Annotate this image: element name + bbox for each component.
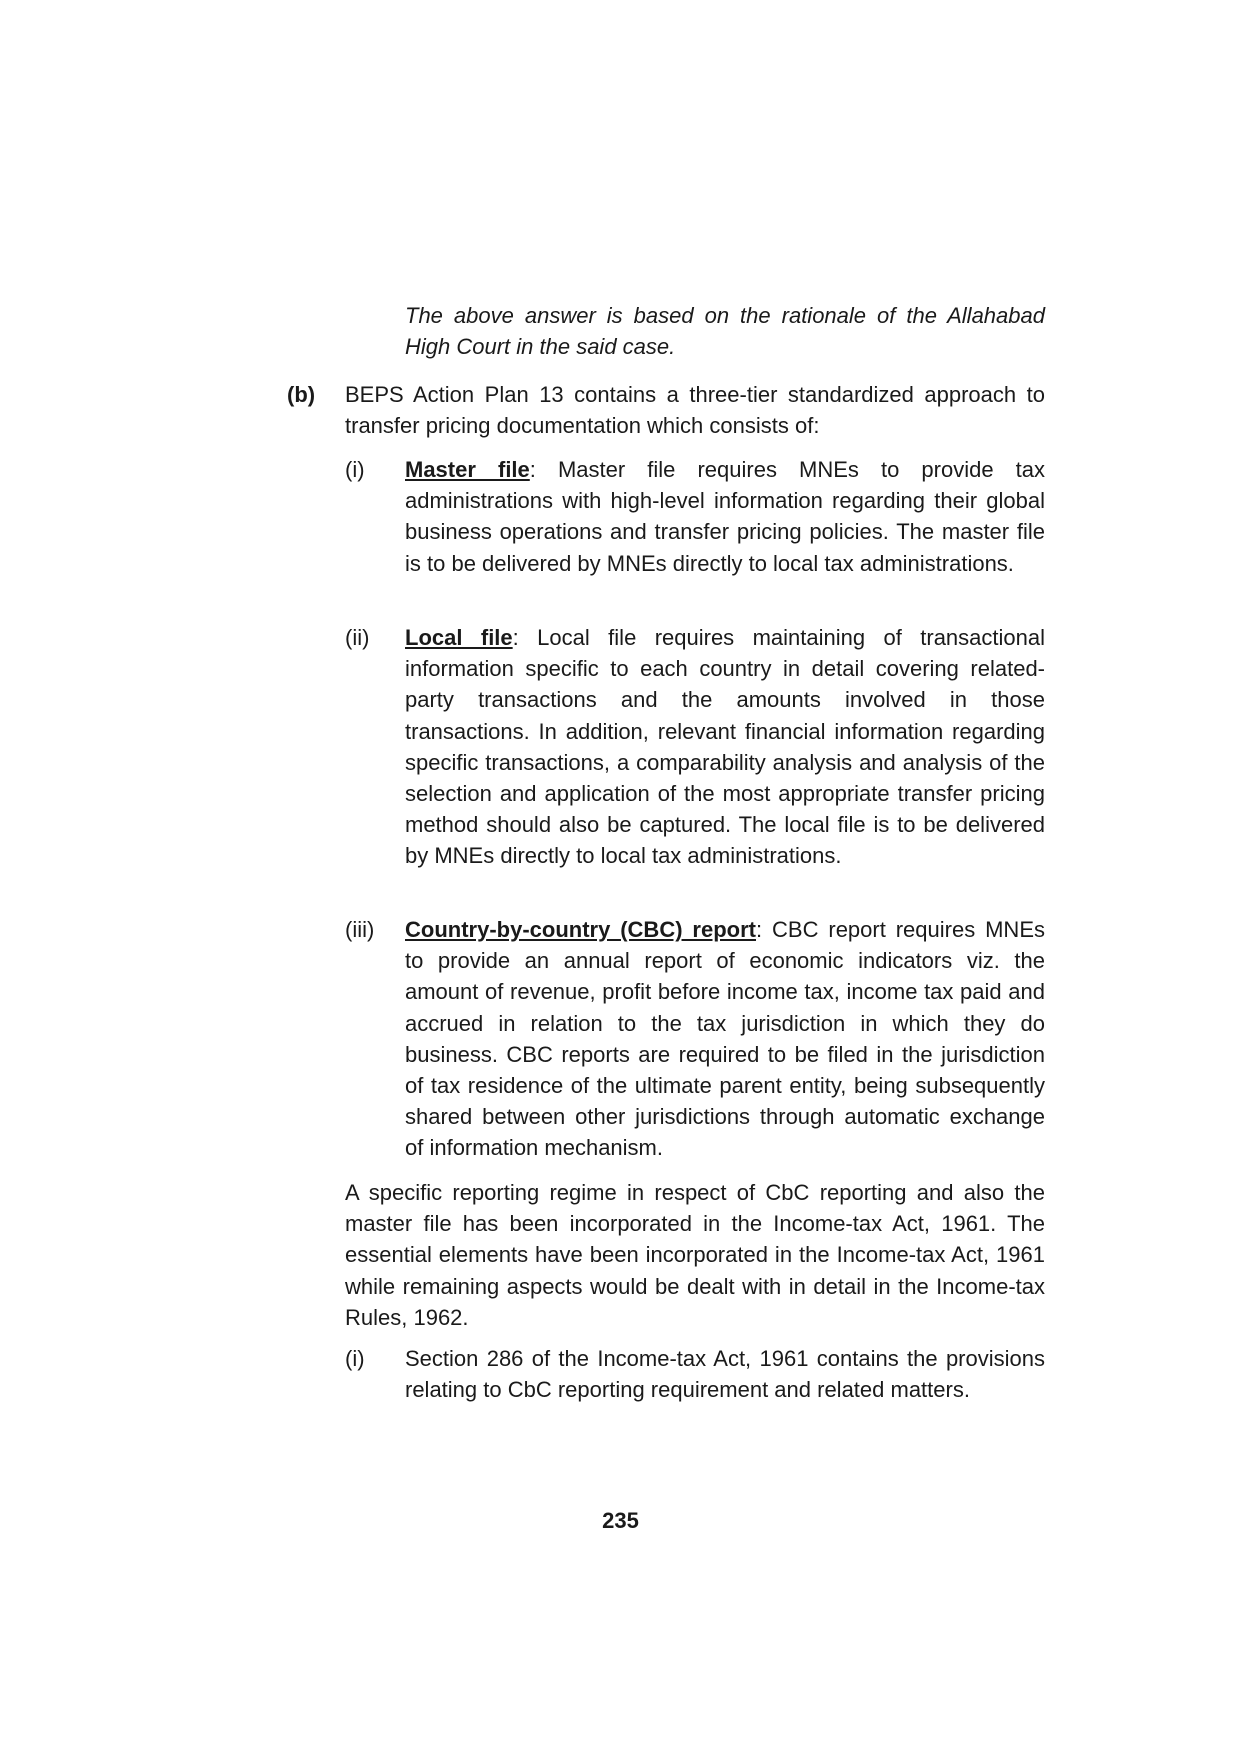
- tier-1-text: [405, 454, 1045, 579]
- tier-1-body: Master file requires MNEs to provide tax administrations with high-level information regarding their global business operations and transfer pricing policies. The master file is to be delivered by MNEs directly to local tax administrations.: [405, 457, 1045, 576]
- tier-3-text: [405, 914, 1045, 1164]
- part-b-text: BEPS Action Plan 13 contains a three-tier standardized approach to transfer pricing documentation which consists of:: [345, 382, 1045, 439]
- tier-2-body: Local file requires maintaining of transactional information specific to each country in detail covering related-party transactions and the amounts involved in those transactions. In addition, relevant financial information regarding specific transactions, a comparability analysis and analysis of the selection and application of the most appropriate transfer pricing method should also be captured. The local file is to be delivered by MNEs directly to local tax administrations.: [405, 625, 1045, 869]
- tier-1-label: (i): [345, 457, 365, 482]
- tier-2-text: [405, 622, 1045, 872]
- tier-2-label: (ii): [345, 625, 370, 650]
- tier-3-term: Country-by-country (CBC) report: [405, 917, 756, 942]
- page-number: 235: [602, 1508, 639, 1533]
- tier-1-sep: :: [529, 457, 536, 482]
- provision-1-label: (i): [345, 1346, 365, 1371]
- tier-3-body: CBC report requires MNEs to provide an annual report of economic indicators viz. the amount of revenue, profit before income tax, income tax paid and accrued in relation to the tax jurisdiction in which they do business. CBC reports are required to be filed in the jurisdiction of tax residence of the ultimate parent entity, being subsequently shared between other jurisdictions through automatic exchange of information mechanism.: [405, 917, 1045, 1161]
- provision-1-text: Section 286 of the Income-tax Act, 1961 contains the provisions relating to CbC reporting requirement and related matters.: [405, 1346, 1045, 1403]
- tier-2-term: Local file: [405, 625, 513, 650]
- tier-2-sep: :: [512, 625, 519, 650]
- tier-3-label: (iii): [345, 917, 375, 942]
- part-b-label: (b): [287, 382, 316, 407]
- regime-paragraph: A specific reporting regime in respect of CbC reporting and also the master file has been incorporated in the Income-tax Act, 1961. The essential elements have been incorporated in the Income-tax Act, 1961 while remaining aspects would be dealt with in detail in the Income-tax Rules, 1962.: [345, 1180, 1045, 1330]
- tier-1-term: Master file: [405, 457, 530, 482]
- tier-3-sep: :: [756, 917, 763, 942]
- intro-note: The above answer is based on the rationale of the Allahabad High Court in the said case.: [405, 303, 1045, 360]
